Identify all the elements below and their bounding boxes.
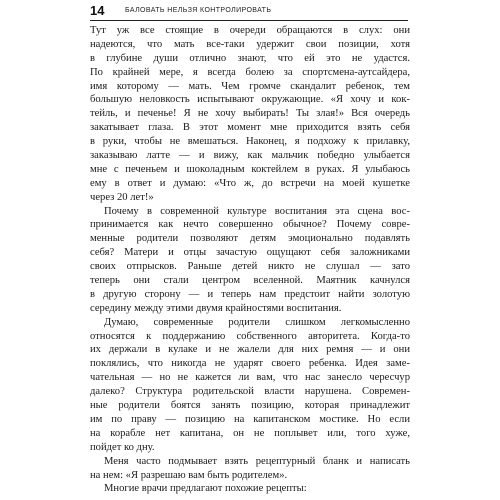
text-line: в другую сторону — и теперь нам предстоит найти золотую xyxy=(90,288,410,300)
text-line: на корабле нет капитана, он не поплывет или, того хуже, xyxy=(90,427,410,439)
text-line: себя? Матери и отцы зачастую ощущают себя заложниками xyxy=(90,247,410,259)
text-line: Тут уж все стоящие в очереди обращаются в слух: они xyxy=(90,25,410,36)
text-line: закатывает глаза. В этот момент мне приходится взять себя xyxy=(90,122,410,134)
paragraph xyxy=(90,24,410,205)
header-divider xyxy=(90,20,408,21)
text-line: надеются, что мать все-таки удержит свои позиции, хотя xyxy=(90,38,410,50)
paragraph xyxy=(90,482,410,496)
text-line: середину между этими двумя крайностями воспитания. xyxy=(90,302,342,314)
text-line: заказываю латте — и вижу, как мальчик победно улыбается xyxy=(90,150,410,162)
text-line: чательная — но не кажется ли вам, что нас занесло чересчур xyxy=(90,372,410,384)
text-line: далеко? Структура родительской власти нарушена. Современ- xyxy=(90,386,410,398)
text-line: в руки, чтобы не вмешаться. Наконец, я подхожу к прилавку, xyxy=(90,136,410,148)
text-line: Меня часто подмывает взять рецептурный бланк и написать xyxy=(104,455,410,467)
text-line: на нем: «Я разрешаю вам быть родителем». xyxy=(90,469,288,481)
text-line: через 20 лет!» xyxy=(90,191,154,203)
paragraph xyxy=(90,205,410,316)
text-line: пойдет ко дну. xyxy=(90,441,155,453)
text-line: имя которому — мать. Чем громче скандалит ребенок, тем xyxy=(90,80,410,92)
page-number: 14 xyxy=(90,3,105,18)
text-line: мне с печеньем и шоколадным коктейлем в руках. Я улыбаюсь xyxy=(90,163,410,175)
text-line: Почему в современной культуре воспитания эта сцена вос- xyxy=(104,205,410,217)
body-text xyxy=(90,24,410,496)
paragraph xyxy=(90,455,410,483)
text-line: принимается как нечто совершенно обычное? Почему совре- xyxy=(90,219,410,231)
text-line: их держали в кулаке и не жалели для них ремня — и они xyxy=(90,344,410,356)
text-line: Думаю, современные родители слишком легкомысленно xyxy=(104,316,410,328)
text-line: ные родители боятся занять позицию, которая принадлежит xyxy=(90,400,410,412)
text-line: тейль, и печенье! Я не хочу выбирать! Ты злая!» Вся очередь xyxy=(90,108,410,120)
text-line: большую неловкость испытывают окружающие. «Я хочу и кок- xyxy=(90,94,410,106)
text-line: им по праву — позицию на капитанском мостике. Но если xyxy=(90,413,410,425)
text-line: теперь они стали центром вселенной. Маятник качнулся xyxy=(90,275,410,287)
page-header xyxy=(90,4,410,20)
text-line: менные родители позволяют детям эмоционально подавлять xyxy=(90,233,410,245)
text-line: Многие врачи предлагают похожие рецепты: xyxy=(104,483,307,495)
text-line: своих отпрысков. Раньше детей никто не слушал — зато xyxy=(90,261,410,273)
running-title: БАЛОВАТЬ НЕЛЬЗЯ КОНТРОЛИРОВАТЬ xyxy=(125,7,272,14)
paragraph xyxy=(90,316,410,455)
text-line: в глубине души отлично знают, что ей это не удастся. xyxy=(90,52,410,64)
text-line: поклялись, что никогда не ударят своего ребенка. Идея заме- xyxy=(90,358,410,370)
text-line: ему в ответ и думаю: «Что ж, до встречи на моей кушетке xyxy=(90,177,410,189)
text-line: По крайней мере, я всегда болею за спортсмена-аутсайдера, xyxy=(90,66,410,78)
text-line: относятся к поддержанию собственного авторитета. Когда-то xyxy=(90,330,410,342)
